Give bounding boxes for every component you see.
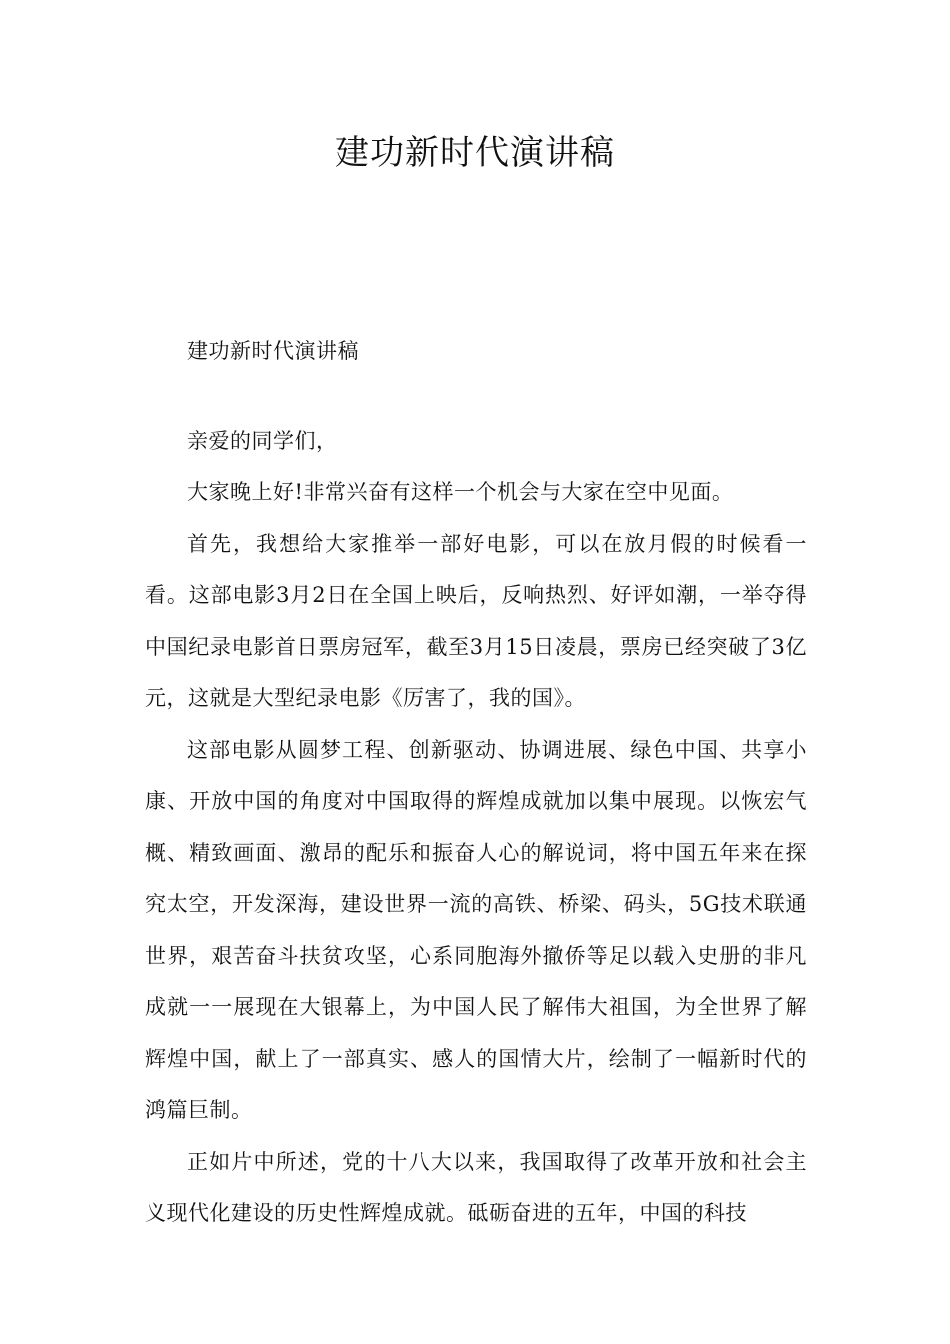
document-body bbox=[145, 326, 807, 1240]
document-title: 建功新时代演讲稿 bbox=[335, 133, 615, 173]
body-paragraph: 正如片中所述，党的十八大以来，我国取得了改革开放和社会主义现代化建设的历史性辉煌成就。砥砺奋进的五年，中国的科技 bbox=[145, 1149, 807, 1225]
subtitle-paragraph: 建功新时代演讲稿 bbox=[187, 339, 359, 363]
salutation-paragraph: 亲爱的同学们， bbox=[187, 428, 338, 453]
body-paragraph: 这部电影从圆梦工程、创新驱动、协调进展、绿色中国、共享小康、开放中国的角度对中国取得的辉煌成就加以集中展现。以恢宏气概、精致画面、激昂的配乐和振奋人心的解说词，将中国五年来在探究太空，开发深海，建设世界一流的高铁、桥梁、码头，5G技术联通世界，艰苦奋斗扶贫攻坚，心系同胞海外撤侨等足以载入史册的非凡成就一一展现在大银幕上，为中国人民了解伟大祖国，为全世界了解辉煌中国，献上了一部真实、感人的国情大片，绘制了一幅新时代的鸿篇巨制。 bbox=[145, 737, 807, 1122]
greeting-paragraph: 大家晚上好!非常兴奋有这样一个机会与大家在空中见面。 bbox=[187, 480, 734, 504]
body-paragraph: 首先，我想给大家推举一部好电影，可以在放月假的时候看一看。这部电影3月2日在全国上映后，反响热烈、好评如潮，一举夺得中国纪录电影首日票房冠军，截至3月15日凌晨，票房已经突破了3亿元，这就是大型纪录电影《厉害了，我的国》。 bbox=[145, 531, 807, 710]
